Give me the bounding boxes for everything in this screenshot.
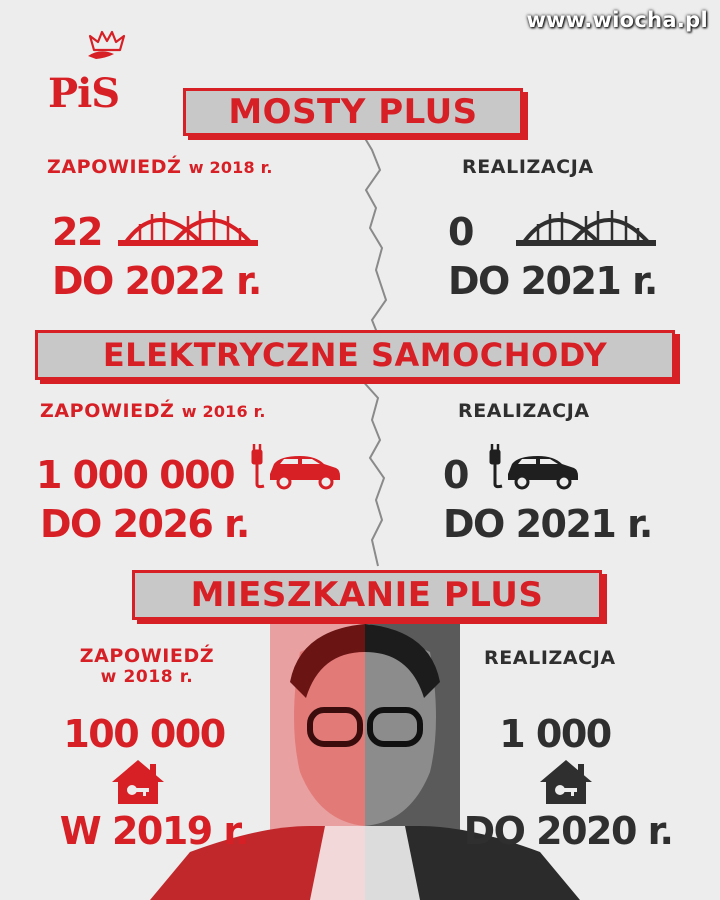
reality-value: 0: [448, 210, 473, 254]
promise-value: 100 000: [63, 712, 225, 756]
electric-car-icon: [482, 440, 582, 492]
section-title-banner: [35, 330, 675, 380]
reality-deadline: DO 2020 r.: [463, 809, 673, 853]
reality-value: 0: [443, 453, 468, 497]
reality-label: REALIZACJA: [458, 400, 590, 422]
section-title-banner: [183, 88, 523, 136]
promise-value: 1 000 000: [36, 453, 235, 497]
bridge-icon: [516, 196, 656, 252]
promise-deadline: DO 2026 r.: [40, 502, 249, 546]
section-title-banner: [132, 570, 602, 620]
bridge-icon: [118, 196, 258, 252]
promise-label: ZAPOWIEDŹ w 2018 r.: [47, 156, 273, 178]
promise-value: 22: [52, 210, 102, 254]
section-title: MOSTY PLUS: [228, 92, 478, 132]
section-title: ELEKTRYCZNE SAMOCHODY: [102, 336, 608, 374]
reality-deadline: DO 2021 r.: [448, 259, 657, 303]
promise-label: ZAPOWIEDŹ w 2018 r.: [79, 645, 215, 687]
promise-deadline: DO 2022 r.: [52, 259, 261, 303]
watermark: www.wiocha.pl: [526, 8, 708, 32]
section-title: MIESZKANIE PLUS: [190, 575, 544, 615]
electric-car-icon: [244, 440, 344, 492]
promise-label: ZAPOWIEDŹ w 2016 r.: [40, 400, 266, 422]
house-key-icon: [538, 758, 594, 806]
reality-label: REALIZACJA: [462, 156, 594, 178]
reality-value: 1 000: [499, 712, 611, 756]
eagle-crown-logo-icon: [84, 28, 130, 62]
party-logo: PiS: [48, 70, 120, 117]
house-key-icon: [110, 758, 166, 806]
promise-deadline: W 2019 r.: [59, 809, 249, 853]
reality-deadline: DO 2021 r.: [443, 502, 652, 546]
reality-label: REALIZACJA: [484, 647, 616, 669]
